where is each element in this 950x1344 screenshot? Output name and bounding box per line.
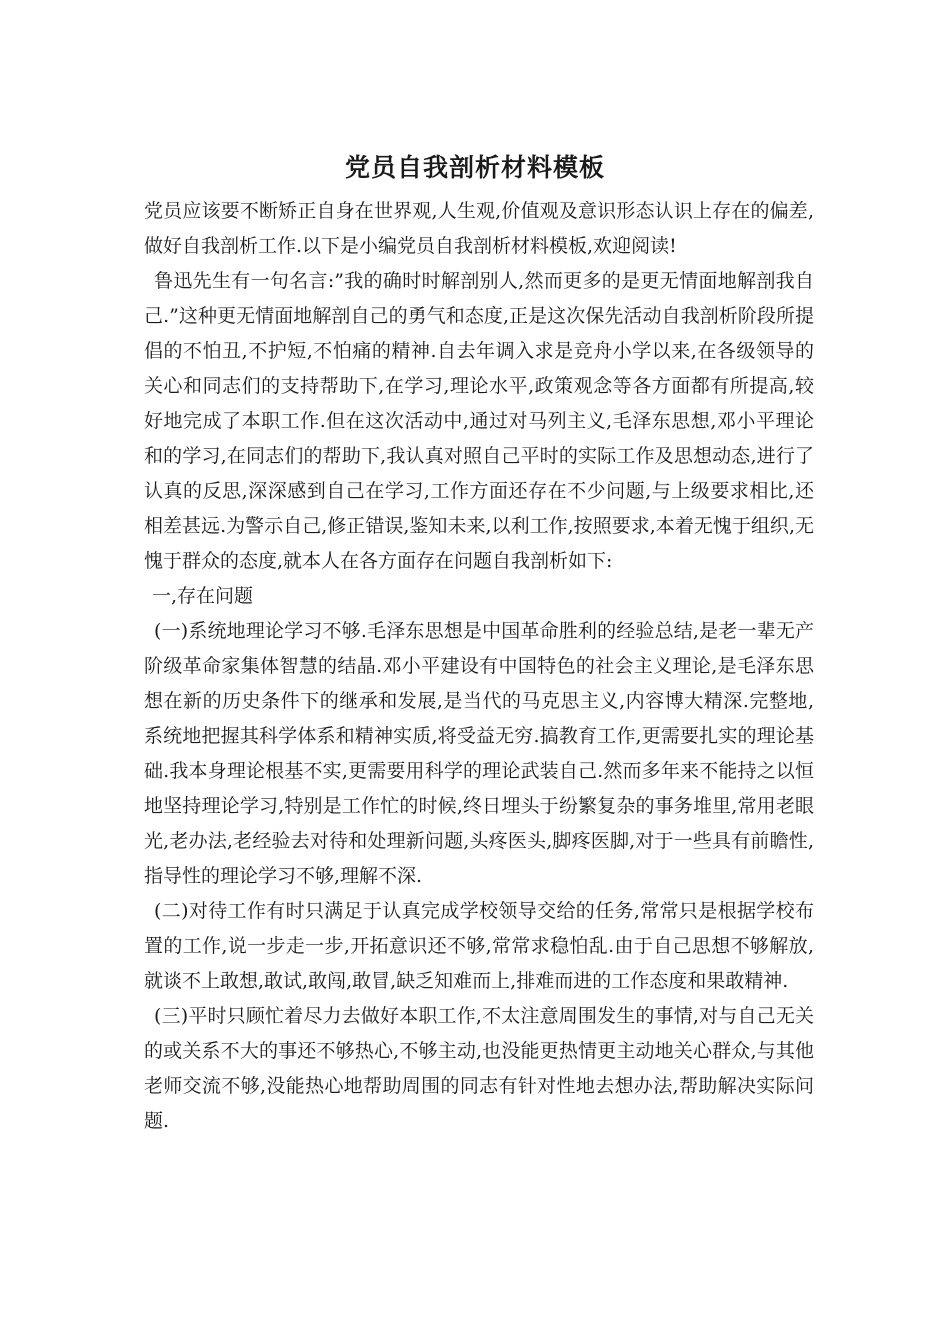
body-paragraph: (二)对待工作有时只满足于认真完成学校领导交给的任务,常常只是根据学校布置的工作,说一步走一步,开拓意识还不够,常常求稳怕乱.由于自己思想不够解放,就谈不上敢想,敢试,敢闯,敢冒,缺乏知难而上,排难而进的工作态度和果敢精神. bbox=[144, 900, 814, 992]
intro-paragraph: 党员应该要不断矫正自身在世界观,人生观,价值观及意识形态认识上存在的偏差,做好自我剖析工作.以下是小编党员自我剖析材料模板,欢迎阅读! bbox=[144, 200, 814, 257]
body-paragraph: (一)系统地理论学习不够.毛泽东思想是中国革命胜利的经验总结,是老一辈无产阶级革命家集体智慧的结晶.邓小平建设有中国特色的社会主义理论,是毛泽东思想在新的历史条件下的继承和发展,是当代的马克思主义,内容博大精深.完整地,系统地把握其科学体系和精神实质,将受益无穷.搞教育工作,更需要扎实的理论基础.我本身理论根基不实,更需要用科学的理论武装自己.然而多年来不能持之以恒地坚持理论学习,特别是工作忙的时候,终日埋头于纷繁复杂的事务堆里,常用老眼光,老办法,老经验去对待和处理新问题,头疼医头,脚疼医脚,对于一些具有前瞻性,指导性的理论学习不够,理解不深. bbox=[144, 620, 814, 887]
body-paragraph: (三)平时只顾忙着尽力去做好本职工作,不太注意周围发生的事情,对与自己无关的或关系不大的事还不够热心,不够主动,也没能更热情更主动地关心群众,与其他老师交流不够,没能热心地帮助周围的同志有针对性地去想办法,帮助解决实际问题. bbox=[144, 1005, 814, 1132]
document-title: 党员自我剖析材料模板 bbox=[344, 153, 605, 182]
section-heading: 一,存在问题 bbox=[152, 585, 254, 607]
document-body bbox=[144, 194, 814, 1139]
body-paragraph: 鲁迅先生有一句名言:”我的确时时解剖别人,然而更多的是更无情面地解剖我自己.”这种更无情面地解剖自己的勇气和态度,正是这次保先活动自我剖析阶段所提倡的不怕丑,不护短,不怕痛的精神.自去年调入求是竞舟小学以来,在各级领导的关心和同志们的支持帮助下,在学习,理论水平,政策观念等各方面都有所提高,较好地完成了本职工作.但在这次活动中,通过对马列主义,毛泽东思想,邓小平理论和的学习,在同志们的帮助下,我认真对照自己平时的实际工作及思想动态,进行了认真的反思,深深感到自己在学习,工作方面还存在不少问题,与上级要求相比,还相差甚远.为警示自己,修正错误,鉴知未来,以利工作,按照要求,本着无愧于组织,无愧于群众的态度,就本人在各方面存在问题自我剖析如下: bbox=[144, 270, 814, 572]
